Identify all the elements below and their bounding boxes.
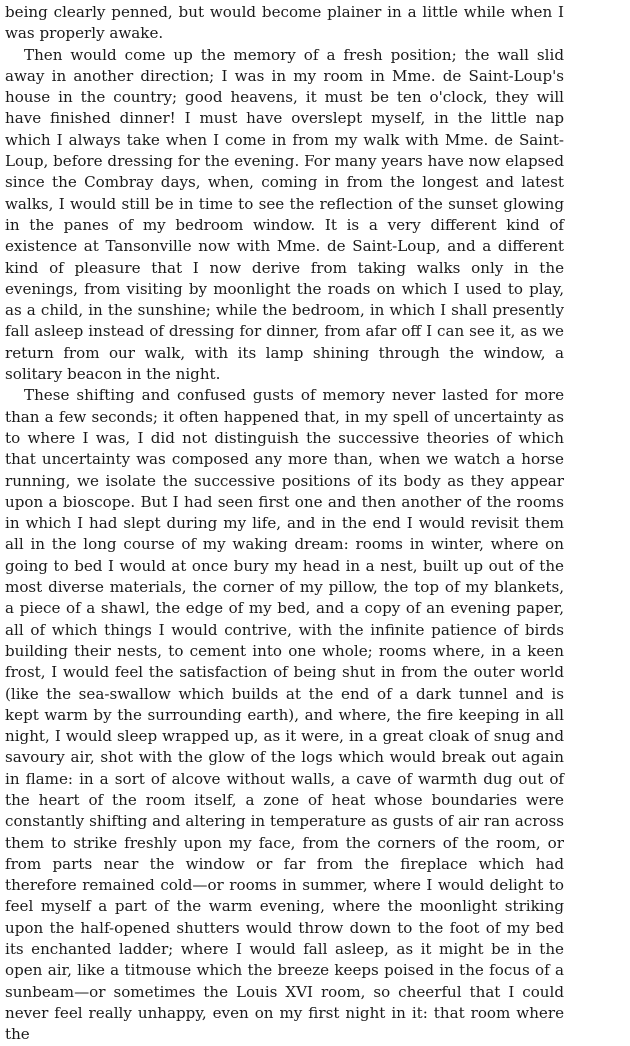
paragraph-continued: being clearly penned, but would become plainer in a little while when I was properly awake. bbox=[5, 3, 564, 43]
document-page bbox=[5, 2, 564, 1046]
paragraph-saint-loup-room: Then would come up the memory of a fresh position; the wall slid away in another direction; I was in my room in Mme. de Saint-Loup's house in the country; good heavens, it must be ten o'clock, they will have finished dinner! I must have overslept myself, in the little nap which I always take when I come in from my walk with Mme. de Saint-Loup, before dressing for the evening. For many years have now elapsed since the Combray days, when, coming in from the longest and latest walks, I would still be in time to see the reflection of the sunset glowing in the panes of my bedroom window. It is a very different kind of existence at Tansonville now with Mme. de Saint-Loup, and a different kind of pleasure that I now derive from taking walks only in the evenings, from visiting by moonlight the roads on which I used to play, as a child, in the sunshine; while the bedroom, in which I shall presently fall asleep instead of dressing for dinner, from afar off I can see it, as we return from our walk, with its lamp shining through the window, a solitary beacon in the night. bbox=[5, 45, 564, 384]
paragraph-gusts-of-memory: These shifting and confused gusts of memory never lasted for more than a few seconds; it often happened that, in my spell of uncertainty as to where I was, I did not distinguish the successive theories of which that uncertainty was composed any more than, when we watch a horse running, we isolate the successive positions of its body as they appear upon a bioscope. But I had seen first one and then another of the rooms in which I had slept during my life, and in the end I would revisit them all in the long course of my waking dream: rooms in winter, where on going to bed I would at once bury my head in a nest, built up out of the most diverse materials, the corner of my pillow, the top of my blankets, a piece of a shawl, the edge of my bed, and a copy of an evening paper, all of which things I would contrive, with the infinite patience of birds building their nests, to cement into one whole; rooms where, in a keen frost, I would feel the satisfaction of being shut in from the outer world (like the sea-swallow which builds at the end of a dark tunnel and is kept warm by the surrounding earth), and where, the fire keeping in all night, I would sleep wrapped up, as it were, in a great cloak of snug and savoury air, shot with the glow of the logs which would break out again in flame: in a sort of alcove without walls, a cave of warmth dug out of the heart of the room itself, a zone of heat whose boundaries were constantly shifting and altering in temperature as gusts of air ran across them to strike freshly upon my face, from the corners of the room, or from parts near the window or far from the fireplace which had therefore remained cold—or rooms in summer, where I would delight to feel myself a part of the warm evening, where the moonlight striking upon the half-opened shutters would throw down to the foot of my bed its enchanted ladder; where I would fall asleep, as it might be in the open air, like a titmouse which the breeze keeps poised in the focus of a sunbeam—or sometimes the Louis XVI room, so cheerful that I could never feel really unhappy, even on my first night in it: that room where the bbox=[5, 386, 564, 1044]
